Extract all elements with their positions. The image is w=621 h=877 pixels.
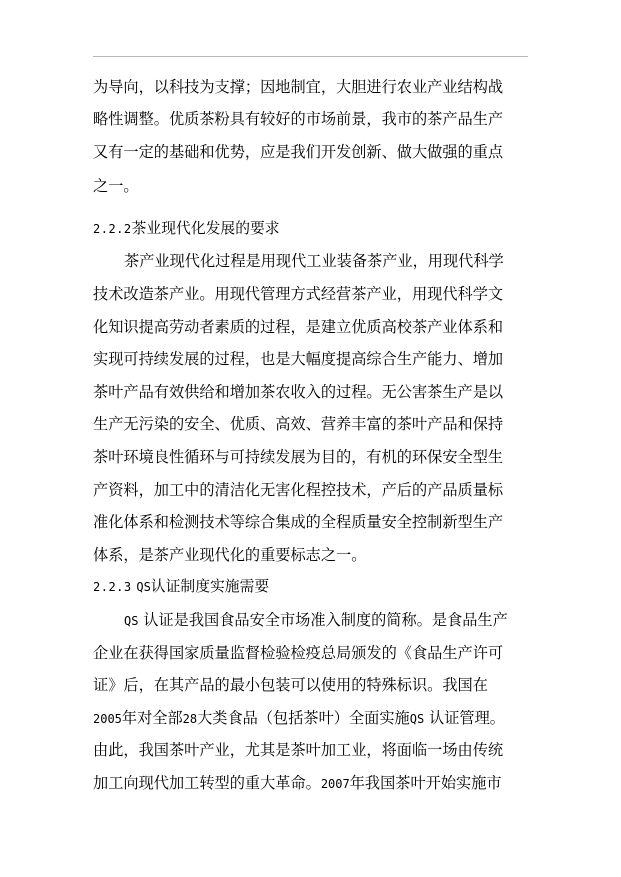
paragraph-line: 茶叶环境良性循环与可持续发展为目的，有机的环保安全型生 [93, 448, 504, 466]
paragraph-line: 产资料，加工中的清洁化无害化程控技术，产后的产品质量标 [93, 481, 504, 499]
paragraph-line [93, 773, 529, 794]
paragraph-line: 生产无污染的安全、优质、高效、营养丰富的茶叶产品和保持 [93, 415, 504, 433]
paragraph-line: 为导向，以科技为支撑；因地制宜，大胆进行农业产业结构战 [93, 78, 504, 96]
section-heading-2-2-3 [93, 577, 529, 597]
paragraph-line [124, 610, 529, 631]
paragraph-line: 实现可持续发展的过程，也是大幅度提高综合生产能力、增加 [93, 350, 504, 368]
paragraph-line: 茶产业现代化过程是用现代工业装备茶产业，用现代科学 [124, 252, 504, 270]
section-number: 2.2.2 [93, 222, 132, 236]
paragraph-line: 技术改造茶产业。用现代管理方式经营茶产业，用现代科学文 [93, 285, 504, 303]
paragraph-line: 准化体系和检测技术等综合集成的全程质量安全控制新型生产 [93, 513, 504, 531]
section-heading-2-2-2 [93, 219, 529, 239]
line-text: 认证是我国食品安全市场准入制度的简称。是食品生产 [138, 611, 508, 629]
line-text: 认证管理。 [424, 709, 505, 727]
paragraph-line: 企业在获得国家质量监督检验检疫总局颁发的《食品生产许可 [93, 644, 504, 662]
section-code: QS [136, 580, 151, 594]
qs-code: QS [409, 712, 425, 726]
qs-code: QS [124, 614, 139, 628]
year: 2005 [93, 712, 122, 726]
section-title: 茶业现代化发展的要求 [131, 220, 280, 237]
paragraph-line [93, 708, 529, 729]
paragraph-line: 又有一定的基础和优势，应是我们开发创新、做大做强的重点 [93, 143, 504, 161]
paragraph-line: 茶叶产品有效供给和增加茶农收入的过程。无公害茶生产是以 [93, 383, 504, 401]
line-text: 大类食品（包括茶叶）全面实施 [197, 709, 410, 727]
paragraph-line: 之一。 [93, 177, 139, 195]
paragraph-line: 略性调整。优质茶粉具有较好的市场前景，我市的茶产品生产 [93, 110, 504, 128]
header-rule [93, 56, 528, 57]
paragraph-line: 化知识提高劳动者素质的过程，是建立优质高校茶产业体系和 [93, 318, 504, 336]
line-text: 年对全部 [121, 709, 183, 727]
line-text: 年我国茶叶开始实施市 [349, 774, 502, 792]
section-title: 认证制度实施需要 [150, 578, 270, 595]
paragraph-line: 体系，是茶产业现代化的重要标志之一。 [93, 546, 367, 564]
paragraph-line: 证》后，在其产品的最小包装可以使用的特殊标识。我国在 [93, 676, 488, 694]
section-number: 2.2.3 [93, 580, 132, 594]
year: 2007 [320, 777, 350, 791]
count: 28 [182, 712, 198, 726]
paragraph-line: 由此，我国茶叶产业，尤其是茶叶加工业，将面临一场由传统 [93, 741, 504, 759]
line-text: 加工向现代加工转型的重大革命。 [93, 774, 321, 792]
